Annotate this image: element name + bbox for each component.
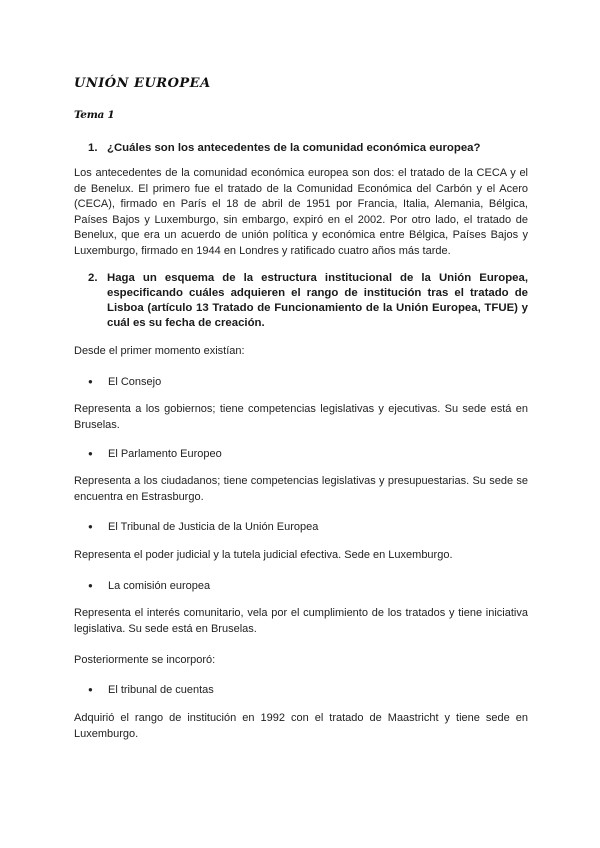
institution-desc-parlamento: Representa a los ciudadanos; tiene competencias legislativas y presupuestarias. Su sede se encuentra en Estrasburgo. [74, 475, 528, 503]
bullet-icon: ● [88, 685, 93, 694]
institution-desc-tribunal-cuentas: Adquirió el rango de institución en 1992 con el tratado de Maastricht y tiene sede en Luxemburgo. [74, 712, 528, 740]
bullet-icon: ● [88, 581, 93, 590]
question-1-number: 1. [88, 142, 98, 154]
bullet-icon: ● [88, 377, 93, 386]
list-item-tribunal-justicia [88, 519, 318, 535]
list-item-comision [88, 578, 210, 594]
document-title: UNIÓN EUROPEA [74, 76, 211, 91]
list-item-consejo [88, 374, 161, 390]
question-1-text: ¿Cuáles son los antecedentes de la comunidad económica europea? [107, 142, 481, 154]
intro-existing: Desde el primer momento existían: [74, 345, 245, 357]
institution-name: El Tribunal de Justicia de la Unión Europea [108, 521, 319, 533]
institution-name: El tribunal de cuentas [108, 684, 214, 696]
institution-name: El Parlamento Europeo [108, 448, 222, 460]
question-2 [88, 271, 528, 331]
institution-desc-consejo: Representa a los gobiernos; tiene competencias legislativas y ejecutivas. Su sede está en Bruselas. [74, 403, 528, 431]
bullet-icon: ● [88, 522, 93, 531]
question-1 [88, 141, 528, 156]
institution-desc-tribunal-justicia: Representa el poder judicial y la tutela judicial efectiva. Sede en Luxemburgo. [74, 549, 453, 561]
institution-desc-comision: Representa el interés comunitario, vela por el cumplimiento de los tratados y tiene iniciativa legislativa. Su sede está en Bruselas. [74, 607, 528, 635]
answer-1-paragraph: Los antecedentes de la comunidad económica europea son dos: el tratado de la CECA y el de Benelux. El primero fue el tratado de la Comunidad Económica del Carbón y el Acero (CECA), firmado en París el 18 de abril de 1951 por Francia, Italia, Alemania, Bélgica, Países Bajos y Luxemburgo, sin embargo, expiró en el 2002. Por otro lado, el tratado de Benelux, que era un acuerdo de unión política y económica entre Bélgica, Países Bajos y Luxemburgo, firmado en 1944 en Londres y ratificado cuatro años más tarde. [74, 167, 528, 257]
list-item-parlamento [88, 446, 222, 462]
question-2-number: 2. [88, 272, 98, 284]
bullet-icon: ● [88, 449, 93, 458]
institution-name: La comisión europea [108, 580, 211, 592]
intro-later: Posteriormente se incorporó: [74, 654, 216, 666]
institution-name: El Consejo [108, 376, 162, 388]
list-item-tribunal-cuentas [88, 682, 214, 698]
question-2-text: Haga un esquema de la estructura institucional de la Unión Europea, especificando cuáles adquieren el rango de institución tras el tratado de Lisboa (artículo 13 Tratado de Funcionamiento de la Unión Europea, TFUE) y cuál es su fecha de creación. [107, 272, 528, 329]
section-subtitle: Tema 1 [74, 109, 115, 121]
